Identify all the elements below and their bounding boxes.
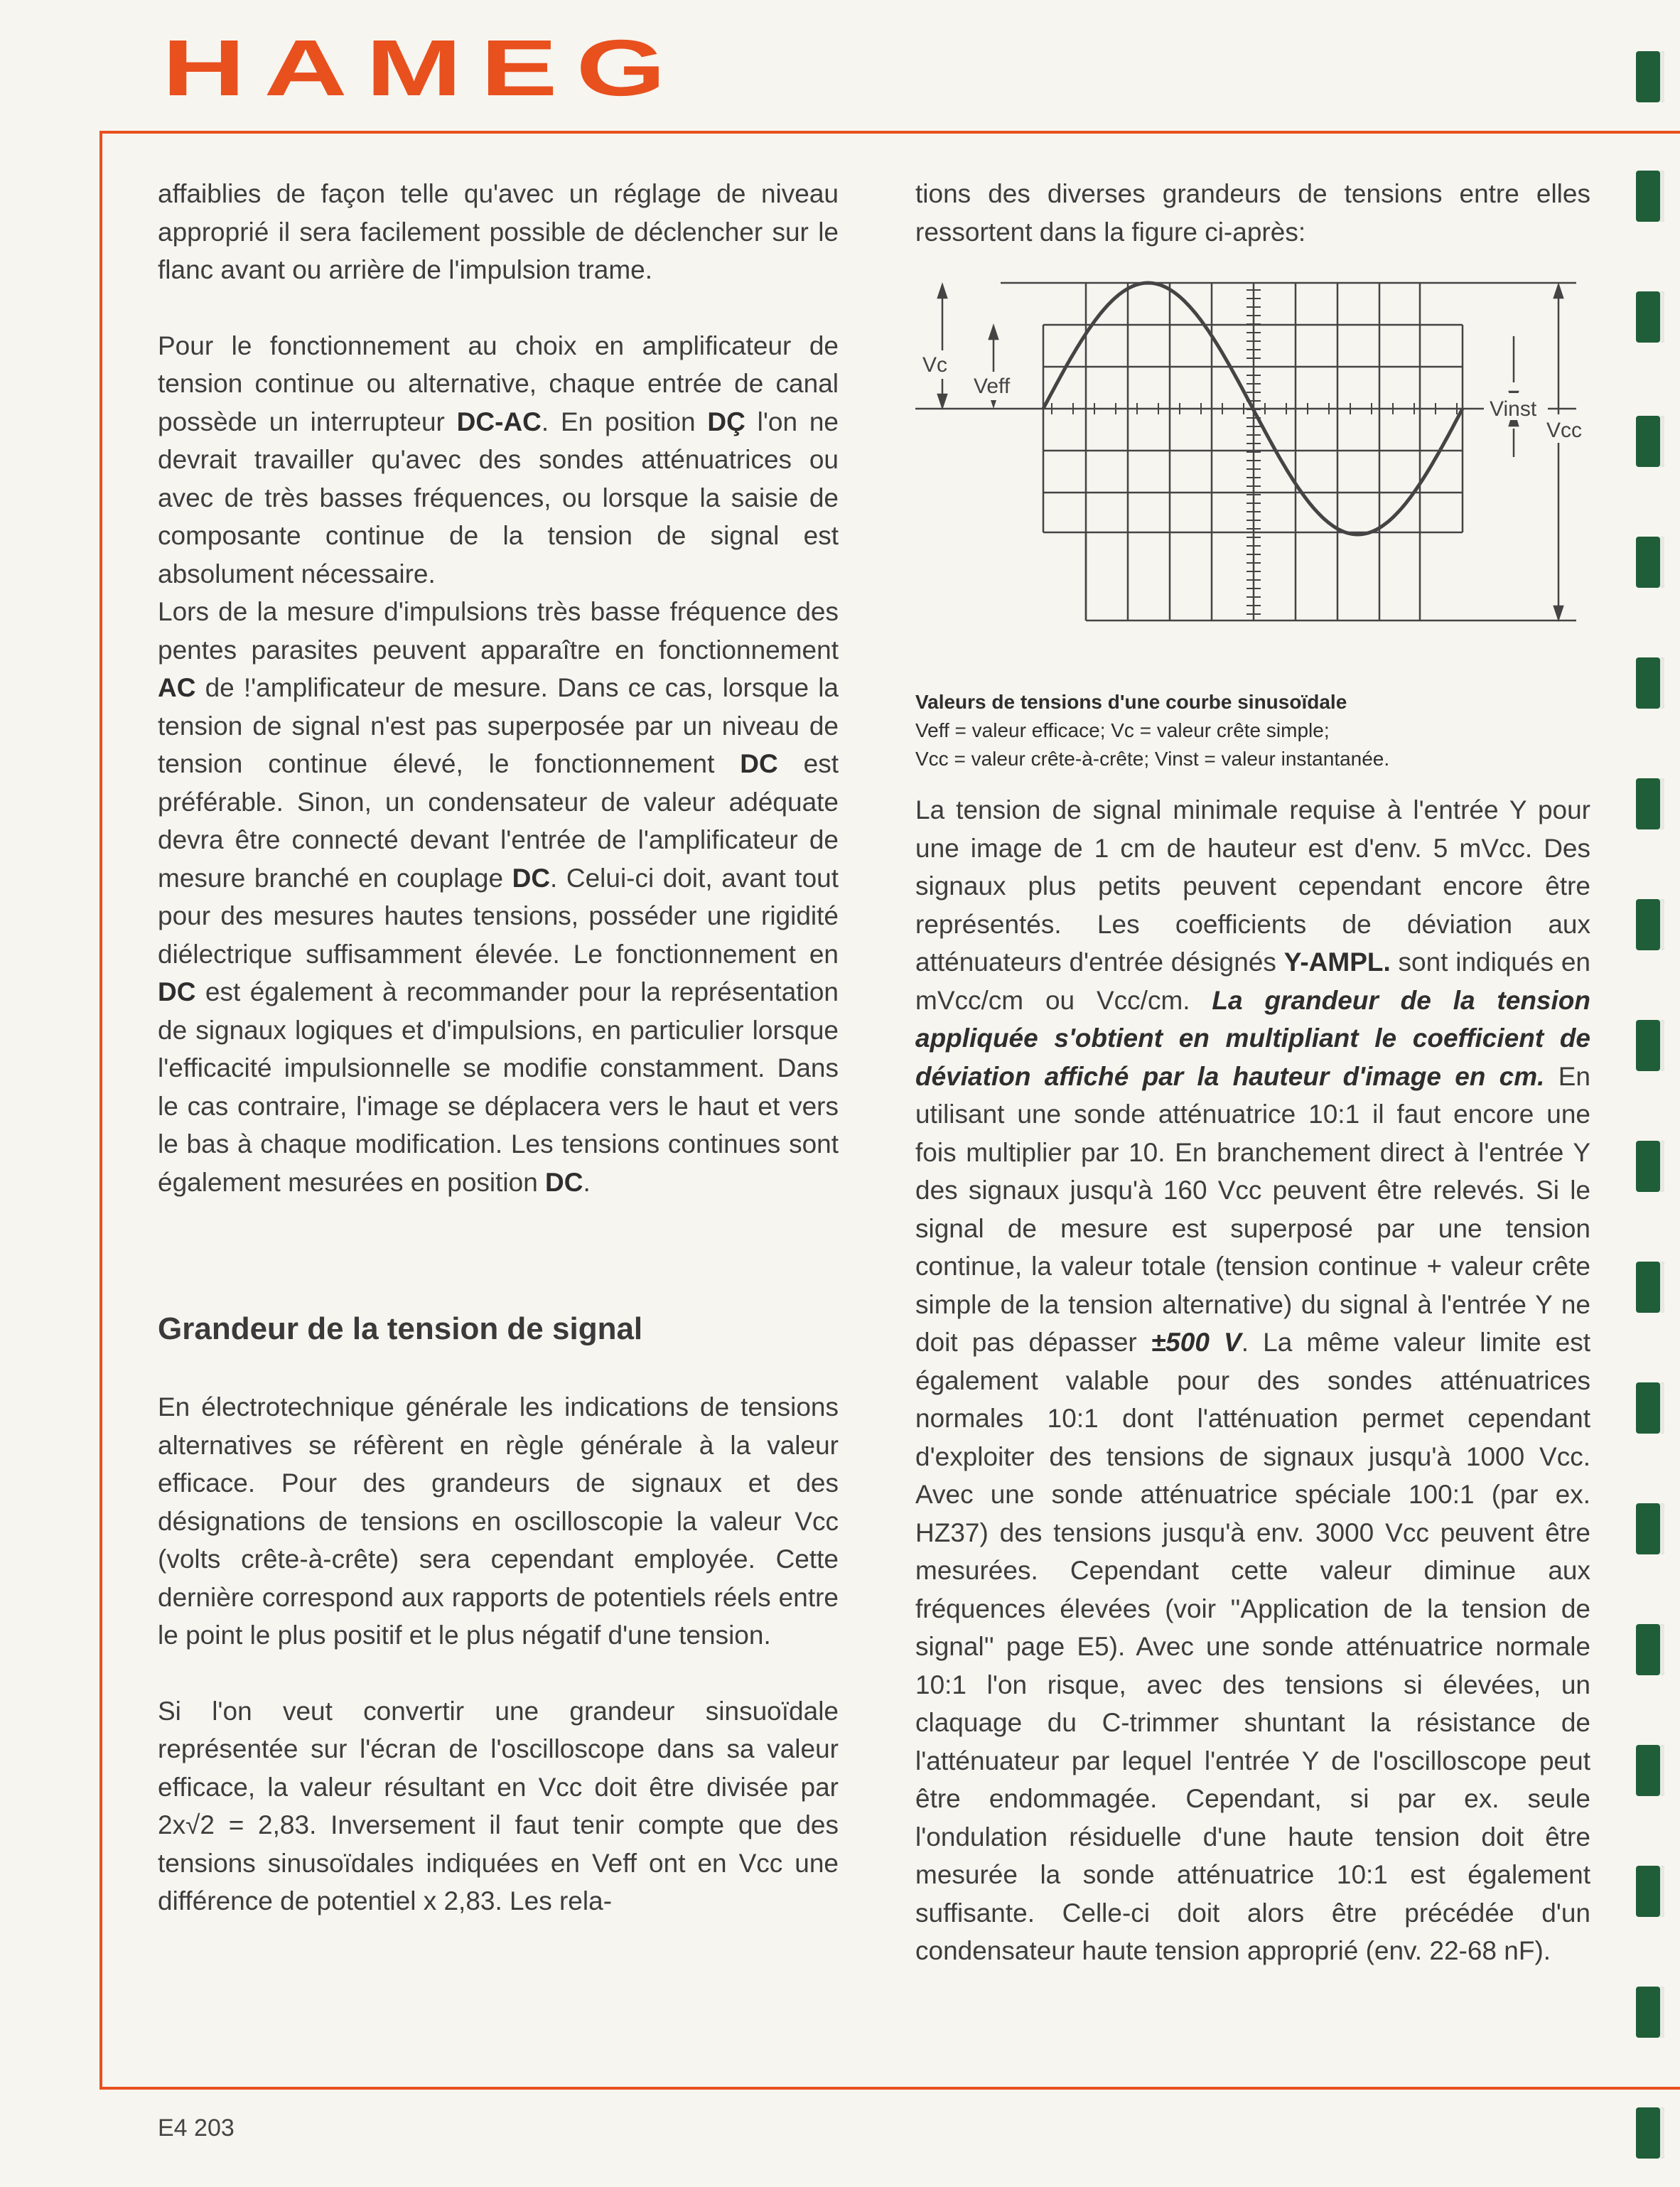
voltage-diagram <box>915 279 1590 649</box>
paragraph: tions des diverses grandeurs de tensions entre elles ressortent dans la figure ci-après: <box>915 179 1590 247</box>
binder-ring <box>1636 171 1664 222</box>
text: Lors de la mesure d'impulsions très basse fréquence des pentes parasites peuvent apparaître en fonctionnement <box>158 597 839 665</box>
binder-ring <box>1636 51 1664 102</box>
binder-ring <box>1636 1262 1664 1313</box>
paragraph <box>158 327 839 593</box>
binder-ring <box>1636 1624 1664 1675</box>
bold-term: DC <box>545 1167 583 1197</box>
page-number: E4 203 <box>158 2115 235 2142</box>
bold-term: DC <box>158 977 196 1006</box>
label-vc: Vc <box>922 353 948 377</box>
binder-ring <box>1636 1745 1664 1796</box>
text: . Celui-ci doit, avant tout pour des mesures hautes tensions, posséder une rigidité diélectrique suffisamment élevée. Le fonctionnement en <box>158 863 839 969</box>
text: . En position <box>541 407 708 436</box>
text: . <box>583 1167 591 1197</box>
binder-ring <box>1636 1141 1664 1192</box>
text: En utilisant une sonde atténuatrice 10:1 il faut encore une fois multiplier par 10. En branchement direct à l'entrée Y des signaux jusqu'à 160 Vcc peuvent être relevés. Si le signal de mesure est superposé par une tension continue, la valeur totale (tension continue + valeur crête simple de la tension alternative) du signal à l'entrée Y ne doit pas dépasser <box>915 1061 1590 1357</box>
bold-term: AC <box>158 673 196 702</box>
binder-ring <box>1636 778 1664 829</box>
text: de !'amplificateur de mesure. Dans ce cas, lorsque la tension de signal n'est pas superposée par un niveau de tension continue élevé, le fonctionnement <box>158 673 839 778</box>
label-vcc: Vcc <box>1546 419 1583 442</box>
text: l'on ne devrait travailler qu'avec des sondes atténuatrices ou avec de très basses fréquences, ou lorsque la saisie de composante continue de la tension de signal est absolument nécessaire. <box>158 407 839 589</box>
left-column <box>158 175 839 1920</box>
binder-ring <box>1636 899 1664 950</box>
binder-ring <box>1636 416 1664 467</box>
text: Pour le fonctionnement au choix en amplificateur de tension continue ou alternative, chaque entrée de canal possède un interrupteur <box>158 331 839 436</box>
binder-ring <box>1636 657 1664 709</box>
paragraph: affaiblies de façon telle qu'avec un réglage de niveau approprié il sera facilement possible de déclencher sur le flanc avant ou arrière de l'impulsion trame. <box>158 179 839 284</box>
text: sont indiqués en mVcc/cm ou Vcc/cm. <box>915 947 1590 1015</box>
text: La tension de signal minimale requise à l'entrée Y pour une image de 1 cm de hauteur est d'env. 5 mVcc. Des signaux plus petits peuvent cependant encore être représentés. Les coefficients de déviation aux atténuateurs d'entrée désignés <box>915 795 1590 977</box>
binder-ring <box>1636 1866 1664 1917</box>
label-vinst: Vinst <box>1490 397 1537 421</box>
caption-line: Veff = valeur efficace; Vc = valeur crête simple; <box>915 719 1330 741</box>
emphasis: La grandeur de la tension appliquée s'obtient en multipliant le coefficient de déviation affiché par la hauteur d'image en cm. <box>915 985 1590 1091</box>
emphasis: ±500 V <box>1151 1328 1242 1357</box>
text: est également à recommander pour la représentation de signaux logiques et d'impulsions, en particulier lorsque l'efficacité impulsionnelle se modifie constamment. Dans le cas contraire, l'image se déplacera vers le haut et vers le bas à chaque modification. Les tensions continues sont également mesurées en position <box>158 977 839 1197</box>
text: est préférable. Sinon, un condensateur de valeur adéquate devra être connecté devant l'entrée de l'amplificateur de mesure branché en couplage <box>158 749 839 893</box>
text: . La même valeur limite est également valable pour des sondes atténuatrices normales 10:1 dont l'atténuation permet cependant d'exploiter des tensions de signaux jusqu'à 1000 Vcc. Avec une sonde atténuatrice spéciale 100:1 (par ex. HZ37) des tensions jusqu'à env. 3000 Vcc peuvent être mesurées. Cependant cette valeur diminue aux fréquences élevées (voir ''Application de la tension de signal'' page E5). Avec une sonde atténuatrice normale 10:1 l'on risque, avec des tensions si élevées, un claquage du C-trimmer shuntant la résistance de l'atténuateur par lequel l'entrée Y de l'oscilloscope peut être endommagée. Cependant, si par ex. seule l'ondulation résiduelle d'une haute tension doit être mesurée la sonde atténuatrice 10:1 est également suffisante. Celle-ci doit alors être précédée d'un condensateur haute tension approprié (env. 22-68 nF). <box>915 1328 1591 1965</box>
figure-caption <box>915 688 1590 773</box>
hameg-logo: HAMEG <box>162 23 684 112</box>
binder-ring <box>1636 291 1664 343</box>
binder-ring <box>1636 1503 1664 1554</box>
bold-term: Y-AMPL. <box>1283 947 1391 977</box>
paragraph: Si l'on veut convertir une grandeur sinsuoïdale représentée sur l'écran de l'oscilloscope dans sa valeur efficace, la valeur résultant en Vcc doit être divisée par 2x√2 = 2,83. Inversement il faut tenir compte que des tensions sinusoïdales indiquées en Veff ont en Vcc une différence de potentiel x 2,83. Les rela- <box>158 1696 839 1915</box>
bold-term: DC-AC <box>456 407 542 436</box>
bold-term: DC <box>512 863 551 893</box>
right-column <box>915 175 1590 1970</box>
bold-term: DC <box>740 749 778 778</box>
binder-ring <box>1636 537 1664 588</box>
caption-line: Vcc = valeur crête-à-crête; Vinst = valeur instantanée. <box>915 747 1390 770</box>
paragraph: En électrotechnique générale les indications de tensions alternatives se réfèrent en règle générale à la valeur efficace. Pour des grandeurs de signaux et des désignations de tensions en oscilloscopie la valeur Vcc (volts crête-à-crête) sera cependant employée. Cette dernière correspond aux rapports de potentiels réels entre le point le plus positif et le plus négatif d'une tension. <box>158 1392 839 1650</box>
bold-term: DÇ <box>707 407 745 436</box>
binder-ring <box>1636 2107 1664 2159</box>
binder-ring <box>1636 1020 1664 1071</box>
caption-title: Valeurs de tensions d'une courbe sinusoïdale <box>915 690 1347 713</box>
binder-ring <box>1636 1987 1664 2038</box>
label-veff: Veff <box>974 375 1011 398</box>
sine-wave-figure <box>915 279 1590 791</box>
binder-ring <box>1636 1382 1664 1434</box>
paragraph <box>915 791 1590 1970</box>
section-heading: Grandeur de la tension de signal <box>158 1311 643 1346</box>
paragraph <box>158 593 839 1201</box>
